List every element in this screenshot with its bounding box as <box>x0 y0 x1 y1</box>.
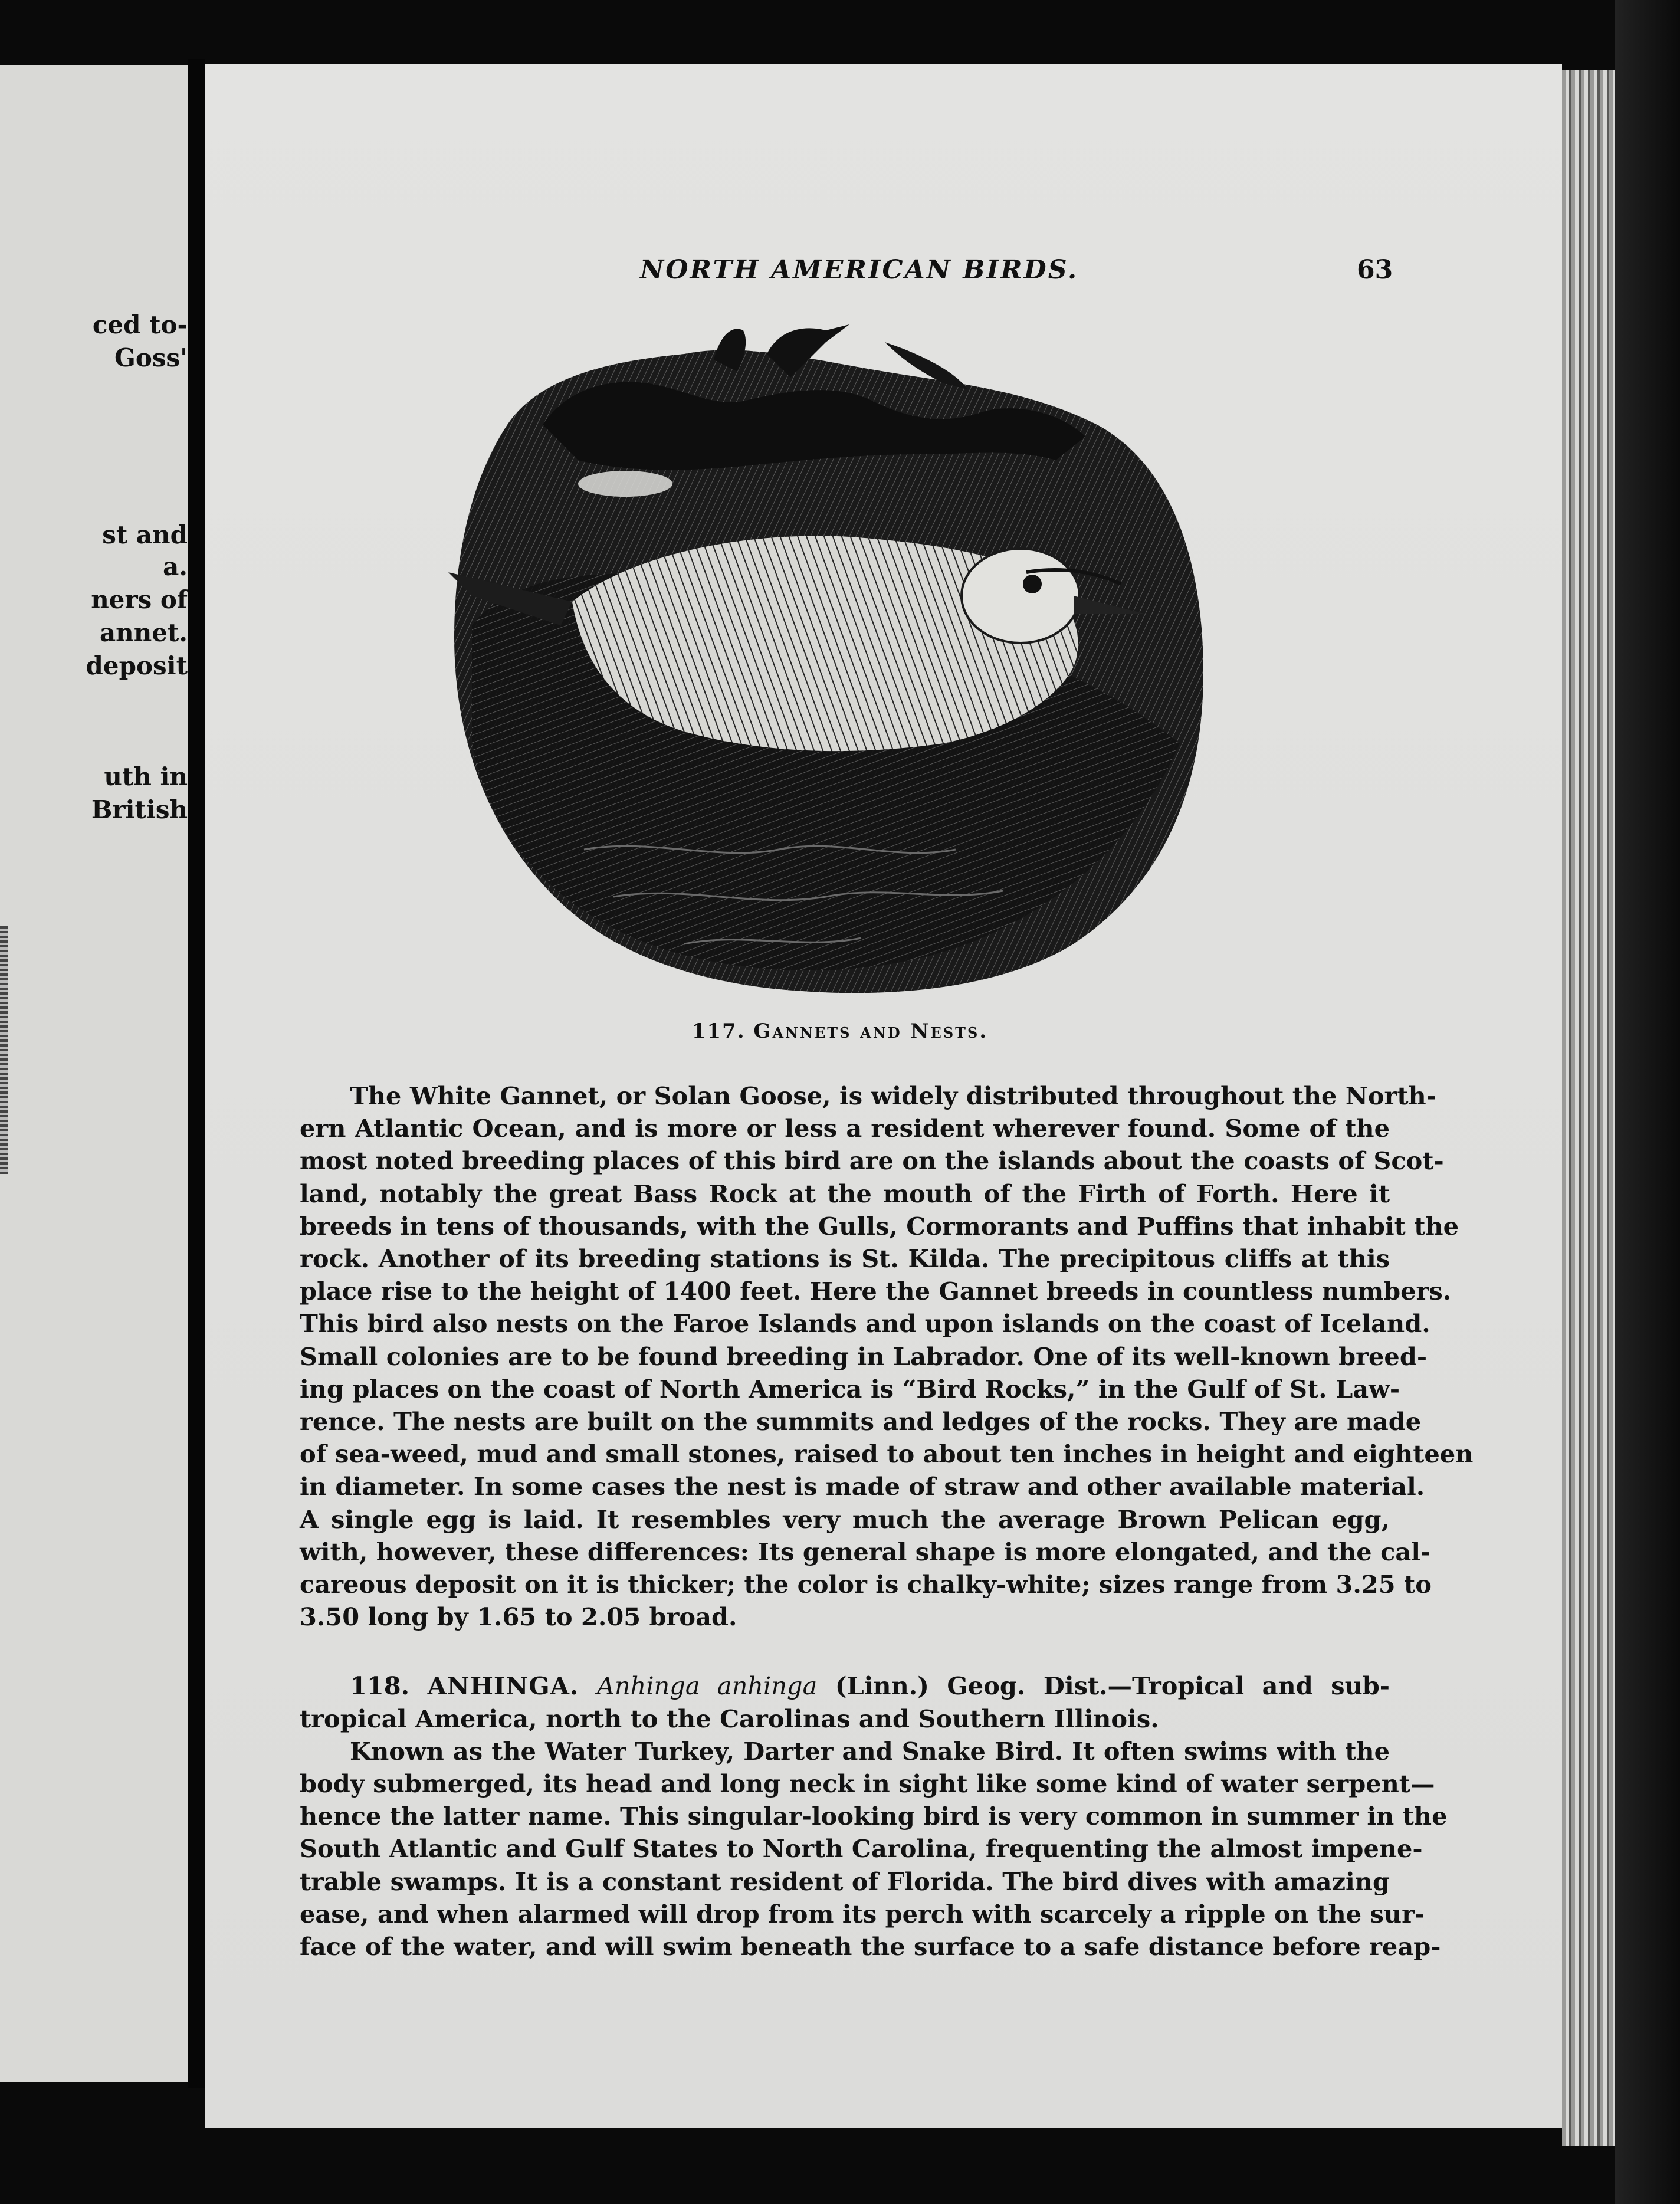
text-line: ern Atlantic Ocean, and is more or less a resident wherever found. Some of the <box>300 1114 1390 1143</box>
text-line: careous deposit on it is thicker; the color is chalky-white; sizes range from 3.25 to <box>300 1570 1432 1599</box>
species-number: 118. <box>350 1671 410 1701</box>
running-head: NORTH AMERICAN BIRDS. <box>640 255 1079 285</box>
paragraph-gap <box>300 1633 1390 1670</box>
figure-number: 117. <box>691 1019 746 1043</box>
figure-caption-text: Gannets and Nests. <box>753 1019 989 1043</box>
text-line: land, notably the great Bass Rock at the mouth of the Firth of Forth. Here it <box>300 1179 1390 1208</box>
text-line: breeds in tens of thousands, with the Gulls, Cormorants and Puffins that inhabit the <box>300 1211 1459 1241</box>
text-line: rock. Another of its breeding stations is St. Kilda. The precipitous cliffs at this <box>300 1244 1390 1274</box>
species-distribution: (Linn.) Geog. Dist.—Tropical and sub- <box>835 1671 1390 1701</box>
text-line: with, however, these differences: Its general shape is more elongated, and the cal- <box>300 1537 1431 1566</box>
text-line: face of the water, and will swim beneath the surface to a safe distance before reap- <box>300 1932 1441 1962</box>
text-line: ing places on the coast of North America is “Bird Rocks,” in the Gulf of St. Law- <box>300 1374 1400 1403</box>
figure-caption <box>0 1019 1680 1043</box>
page-body <box>300 1080 1474 1963</box>
facing-text-fragment: a. <box>163 552 188 581</box>
facing-text-fragment: deposit <box>86 651 188 680</box>
text-line: tropical America, north to the Carolinas and Southern Illinois. <box>300 1704 1159 1733</box>
text-line: This bird also nests on the Faroe Islands and upon islands on the coast of Iceland. <box>300 1309 1430 1339</box>
facing-text-fragment: ced to- <box>92 310 188 339</box>
anhinga-entry <box>300 1670 1448 1963</box>
text-line: in diameter. In some cases the nest is made of straw and other available material. <box>300 1472 1425 1501</box>
text-line: place rise to the height of 1400 feet. Here the Gannet breeds in countless numbers. <box>300 1277 1452 1306</box>
facing-page-illustration-edge <box>0 926 8 1174</box>
text-line: most noted breeding places of this bird are on the islands about the coasts of Scot- <box>300 1146 1444 1176</box>
gannets-nest-engraving <box>437 319 1227 1003</box>
facing-page-fragment <box>0 65 188 2082</box>
text-line: rence. The nests are built on the summits and ledges of the rocks. They are made <box>300 1407 1422 1436</box>
text-line: A single egg is laid. It resembles very much the average Brown Pelican egg, <box>300 1504 1390 1534</box>
text-line: body submerged, its head and long neck in sight like some kind of water serpent— <box>300 1769 1435 1799</box>
species-heading-line <box>300 1670 1390 1702</box>
species-latin-name: Anhinga anhinga <box>596 1671 818 1701</box>
facing-text-fragment: st and <box>102 520 188 549</box>
page-number: 63 <box>1357 255 1393 285</box>
text-line: Known as the Water Turkey, Darter and Snake Bird. It often swims with the <box>350 1736 1390 1766</box>
gannet-paragraph <box>300 1080 1474 1633</box>
facing-text-fragment: ners of <box>91 585 188 614</box>
text-line: South Atlantic and Gulf States to North Carolina, frequenting the almost impene- <box>300 1834 1423 1864</box>
species-name: ANHINGA. <box>427 1671 579 1701</box>
scan-border <box>1615 0 1680 2204</box>
text-line: 3.50 long by 1.65 to 2.05 broad. <box>300 1602 737 1632</box>
facing-text-fragment: British <box>91 795 188 824</box>
facing-text-fragment: uth in <box>104 762 188 791</box>
text-line: The White Gannet, or Solan Goose, is widely distributed throughout the North- <box>350 1081 1436 1110</box>
facing-text-fragment: Goss' <box>114 343 188 372</box>
book-gutter <box>188 59 205 2088</box>
text-line: hence the latter name. This singular-looking bird is very common in summer in the <box>300 1802 1448 1831</box>
text-line: trable swamps. It is a constant resident of Florida. The bird dives with amazing <box>300 1867 1390 1896</box>
text-line: Small colonies are to be found breeding in Labrador. One of its well-known breed- <box>300 1342 1428 1371</box>
text-line: of sea-weed, mud and small stones, raised to about ten inches in height and eighteen <box>300 1439 1474 1469</box>
text-line: ease, and when alarmed will drop from its perch with scarcely a ripple on the sur- <box>300 1899 1425 1928</box>
page-edges <box>1562 70 1615 2146</box>
facing-text-fragment: annet. <box>99 618 188 647</box>
